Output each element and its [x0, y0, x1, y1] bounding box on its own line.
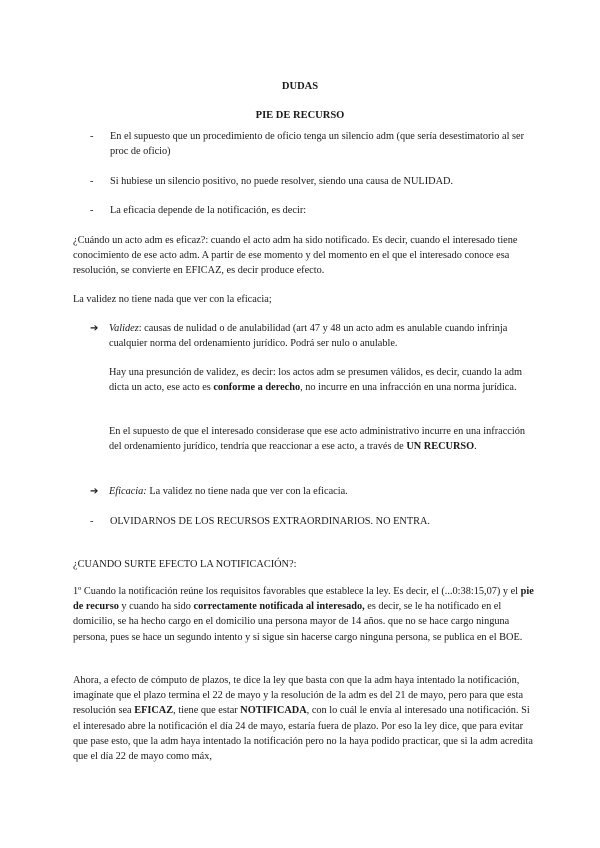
bold-run: conforme a derecho [213, 382, 301, 394]
arrow-icon: ➔ [90, 323, 99, 334]
validez-label: Validez [109, 323, 139, 334]
text-run: , con lo cuál le envía al interesado una notificación. Si el interesado abre la notificación el día 24 de mayo, estaría fuera de plazo. Por eso la ley dice, que para evitar que pase esto, que la adm haya intentado la notificación pero no la haya podido practicar, que si la adm acredita que el día 22 de mayo como máx, [73, 705, 533, 763]
arrow-icon: ➔ [90, 486, 99, 497]
paragraph-requisitos [73, 584, 535, 645]
text-run: 1º Cuando la notificación reúne los requisitos favorables que establece la ley. Es decir, el (...0:38:15,07) y el [73, 586, 521, 597]
bold-run: NOTIFICADA [240, 705, 307, 717]
eficacia-text: La validez no tiene nada que ver con la eficacia. [146, 486, 348, 497]
paragraph-supuesto [109, 424, 529, 454]
document-title: DUDAS [281, 81, 319, 92]
bold-run: pie de recurso [73, 586, 534, 613]
bullet-text: En el supuesto que un procedimiento de oficio tenga un silencio adm (que sería desestimatorio al ser proc de oficio) [110, 131, 525, 158]
text-run: , tiene que estar [173, 705, 241, 717]
bullet-marker: - [90, 516, 94, 527]
arrow-item-text [109, 321, 529, 351]
section-heading: ¿CUANDO SURTE EFECTO LA NOTIFICACIÓN?: [73, 559, 297, 570]
text-run: , no incurre en una infracción en una norma jurídica. [300, 382, 517, 394]
bullet-text: OLVIDARNOS DE LOS RECURSOS EXTRAORDINARIOS. NO ENTRA. [110, 516, 430, 527]
bullet-text: Si hubiese un silencio positivo, no puede resolver, siendo una causa de NULIDAD. [110, 176, 454, 187]
text-run: y cuando ha sido [118, 601, 194, 613]
paragraph-plazos [73, 673, 535, 764]
bullet-text: La eficacia depende de la notificación, es decir: [110, 205, 307, 216]
text-run: es decir, se le ha notificado en el domicilio, se ha hecho cargo en el domicilio una persona mayor de 14 años. que no se hace cargo ninguna persona, pues se hace un segundo intento y si sigue sin hacerse cargo ninguna persona, se publica en el BOE. [73, 601, 523, 643]
text-run: Ahora, a efecto de cómputo de plazos, te dice la ley que basta con que la adm haya intentado la notificación, imagínate que el plazo termina el 22 de mayo y la resolución de la adm es del 21 de mayo, pero para que esta resolución sea [73, 675, 524, 717]
eficacia-label: Eficacia: [109, 486, 147, 497]
document-subtitle: PIE DE RECURSO [255, 110, 345, 121]
bullet-marker: - [90, 205, 94, 216]
bullet-marker: - [90, 176, 94, 187]
text-run: . [474, 441, 477, 453]
text-run: En el supuesto de que el interesado considerase que ese acto administrativo incurre en una infracción del ordenamiento jurídico, tendría que reaccionar a ese acto, a través de [109, 426, 526, 453]
arrow-item-text [109, 484, 529, 499]
bullet-marker: - [90, 131, 94, 142]
paragraph-presuncion [109, 365, 529, 395]
validez-text: : causas de nulidad o de anulabilidad (art 47 y 48 un acto adm es anulable cuando infrinja cualquier norma del ordenamiento jurídico. Podrá ser nulo o anulable. [109, 323, 508, 350]
text-run: Hay una presunción de validez, es decir: los actos adm se presumen válidos, es decir, cuando la adm dicta un acto, ese acto es [109, 367, 523, 394]
bold-run: EFICAZ [134, 705, 174, 717]
bold-run: correctamente notificada al interesado, [193, 601, 365, 613]
paragraph-validez: La validez no tiene nada que ver con la eficacia; [73, 294, 272, 305]
paragraph-eficaz: ¿Cuándo un acto adm es eficaz?: cuando el acto adm ha sido notificado. Es decir, cuando el interesado tiene conocimiento de ese acto adm. A partir de ese momento y del momento en el que el interesado conoce esa resolución, se convierte en EFICAZ, es decir produce efecto. [73, 235, 518, 277]
bold-run: UN RECURSO [406, 441, 475, 453]
